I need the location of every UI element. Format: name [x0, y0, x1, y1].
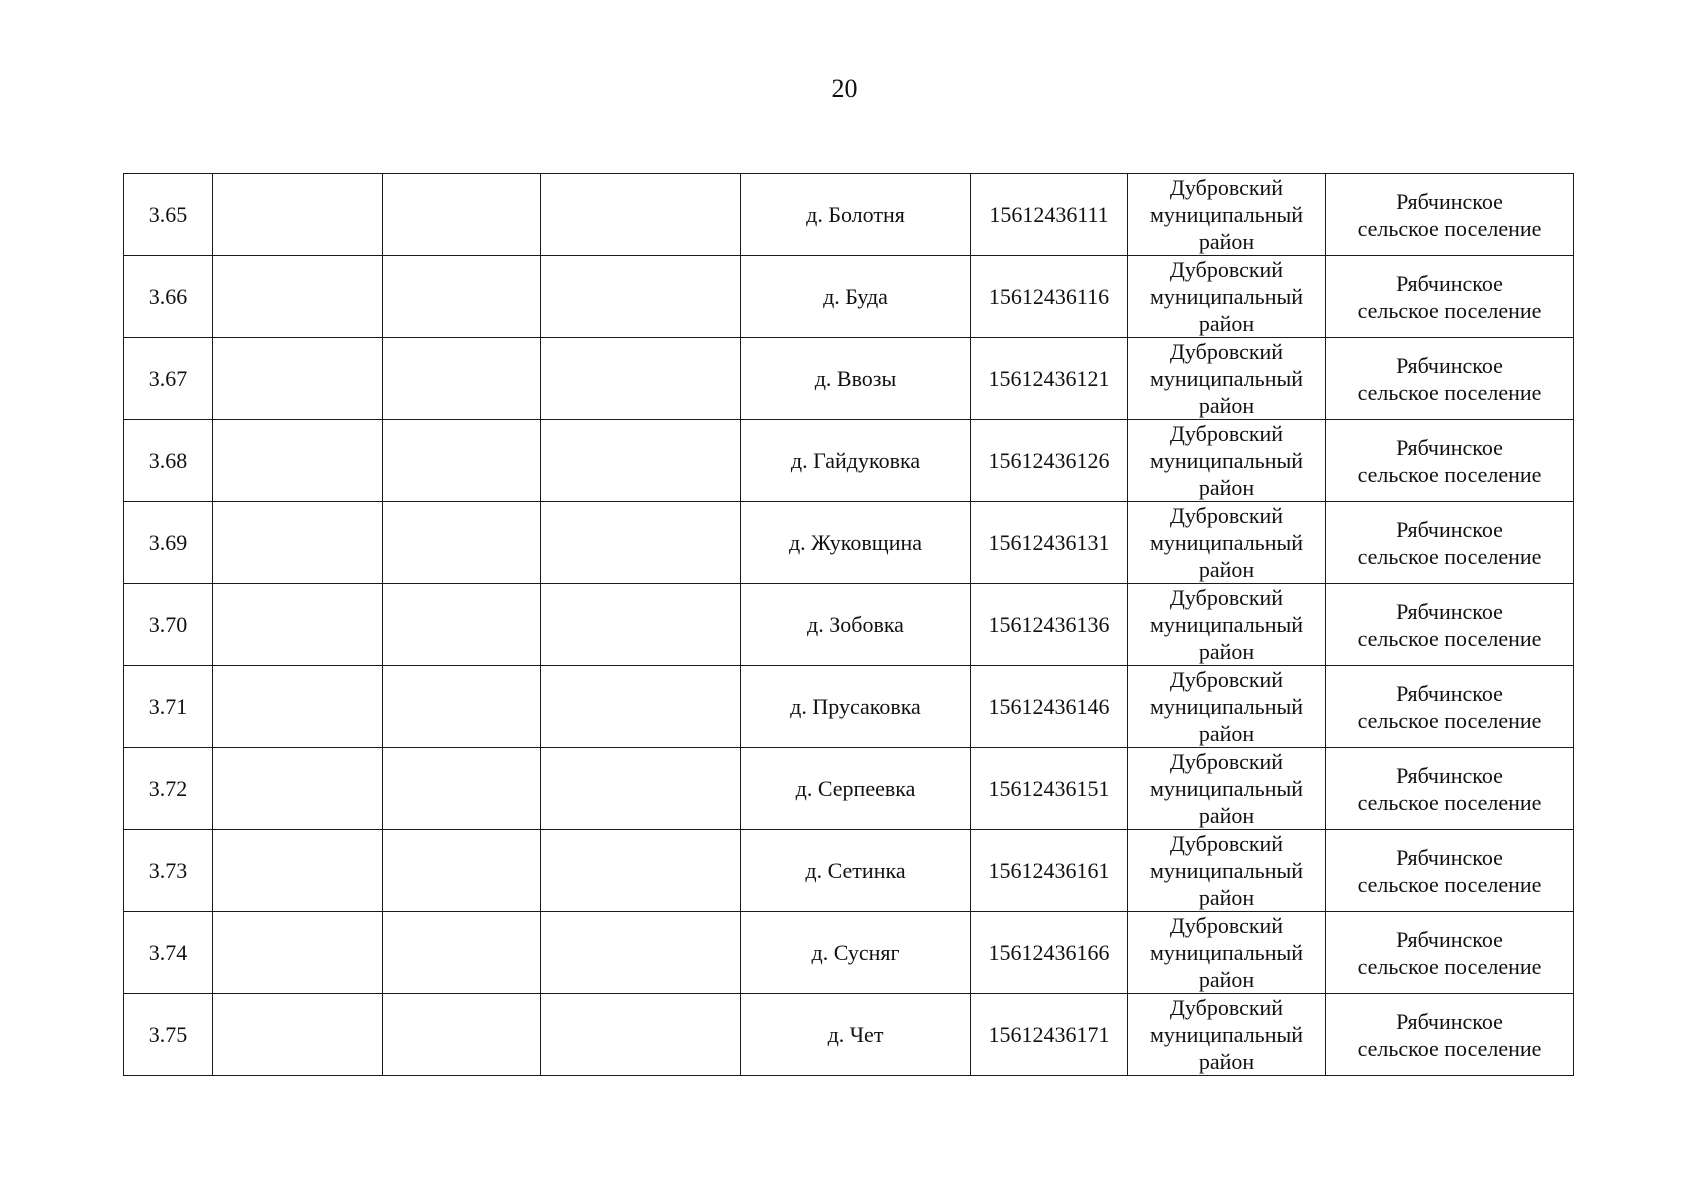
- empty-cell: [213, 912, 383, 994]
- empty-cell: [383, 830, 541, 912]
- row-number-cell: 3.65: [124, 174, 213, 256]
- settlement-line: Рябчинское: [1396, 1008, 1503, 1034]
- district-line: Дубровский: [1169, 667, 1284, 692]
- locality-name-cell: д. Чет: [741, 994, 971, 1076]
- district-cell: [1128, 584, 1326, 666]
- district-line: муниципальный: [1149, 202, 1304, 227]
- empty-cell: [213, 174, 383, 256]
- empty-cell: [213, 502, 383, 584]
- district-line: муниципальный: [1149, 694, 1304, 719]
- locality-name-cell: д. Ввозы: [741, 338, 971, 420]
- settlement-cell: [1326, 912, 1574, 994]
- settlement-line: сельское поселение: [1357, 297, 1542, 323]
- settlement-line: Рябчинское: [1396, 762, 1503, 788]
- settlement-line: Рябчинское: [1396, 516, 1503, 542]
- district-cell: [1128, 994, 1326, 1076]
- table-row: [124, 502, 1574, 584]
- table-row: [124, 666, 1574, 748]
- district-line: муниципальный: [1149, 448, 1304, 473]
- empty-cell: [541, 338, 741, 420]
- settlement-cell: [1326, 420, 1574, 502]
- table-row: [124, 748, 1574, 830]
- district-cell: [1128, 338, 1326, 420]
- settlement-cell: [1326, 174, 1574, 256]
- row-number-cell: 3.70: [124, 584, 213, 666]
- district-line: Дубровский: [1169, 503, 1284, 528]
- settlement-cell: [1326, 994, 1574, 1076]
- empty-cell: [541, 256, 741, 338]
- empty-cell: [541, 666, 741, 748]
- empty-cell: [383, 994, 541, 1076]
- empty-cell: [213, 830, 383, 912]
- empty-cell: [383, 748, 541, 830]
- oktmo-code-cell: 15612436136: [971, 584, 1128, 666]
- settlement-cell: [1326, 502, 1574, 584]
- row-number-cell: 3.74: [124, 912, 213, 994]
- empty-cell: [213, 666, 383, 748]
- oktmo-code-cell: 15612436166: [971, 912, 1128, 994]
- settlement-line: сельское поселение: [1357, 1035, 1542, 1061]
- district-line: Дубровский: [1169, 913, 1284, 938]
- settlement-line: Рябчинское: [1396, 434, 1503, 460]
- empty-cell: [541, 912, 741, 994]
- settlement-line: сельское поселение: [1357, 625, 1542, 651]
- row-number-cell: 3.73: [124, 830, 213, 912]
- oktmo-code-cell: 15612436131: [971, 502, 1128, 584]
- page-number: 20: [831, 74, 858, 103]
- district-line: район: [1198, 639, 1255, 664]
- empty-cell: [383, 584, 541, 666]
- empty-cell: [541, 502, 741, 584]
- district-line: район: [1198, 311, 1255, 336]
- row-number-cell: 3.71: [124, 666, 213, 748]
- locality-name-cell: д. Буда: [741, 256, 971, 338]
- locality-name-cell: д. Зобовка: [741, 584, 971, 666]
- district-line: район: [1198, 1049, 1255, 1074]
- row-number-cell: 3.67: [124, 338, 213, 420]
- oktmo-code-cell: 15612436111: [971, 174, 1128, 256]
- district-cell: [1128, 502, 1326, 584]
- settlement-line: сельское поселение: [1357, 215, 1542, 241]
- settlement-line: сельское поселение: [1357, 707, 1542, 733]
- oktmo-code-cell: 15612436151: [971, 748, 1128, 830]
- empty-cell: [541, 420, 741, 502]
- district-line: муниципальный: [1149, 940, 1304, 965]
- settlement-line: Рябчинское: [1396, 598, 1503, 624]
- empty-cell: [213, 256, 383, 338]
- settlement-line: сельское поселение: [1357, 379, 1542, 405]
- empty-cell: [383, 256, 541, 338]
- row-number-cell: 3.72: [124, 748, 213, 830]
- empty-cell: [383, 420, 541, 502]
- table-row: [124, 994, 1574, 1076]
- district-line: Дубровский: [1169, 585, 1284, 610]
- locality-name-cell: д. Серпеевка: [741, 748, 971, 830]
- district-cell: [1128, 256, 1326, 338]
- row-number-cell: 3.66: [124, 256, 213, 338]
- settlements-table: [123, 173, 1574, 1076]
- oktmo-code-cell: 15612436161: [971, 830, 1128, 912]
- district-line: район: [1198, 721, 1255, 746]
- district-line: Дубровский: [1169, 995, 1284, 1020]
- district-cell: [1128, 174, 1326, 256]
- empty-cell: [213, 420, 383, 502]
- locality-name-cell: д. Сетинка: [741, 830, 971, 912]
- settlement-cell: [1326, 748, 1574, 830]
- empty-cell: [383, 174, 541, 256]
- table-row: [124, 830, 1574, 912]
- empty-cell: [383, 666, 541, 748]
- district-line: район: [1198, 967, 1255, 992]
- empty-cell: [213, 584, 383, 666]
- settlement-line: Рябчинское: [1396, 270, 1503, 296]
- district-line: район: [1198, 393, 1255, 418]
- settlement-cell: [1326, 338, 1574, 420]
- empty-cell: [541, 174, 741, 256]
- district-line: муниципальный: [1149, 530, 1304, 555]
- row-number-cell: 3.69: [124, 502, 213, 584]
- locality-name-cell: д. Болотня: [741, 174, 971, 256]
- district-line: Дубровский: [1169, 421, 1284, 446]
- table-row: [124, 338, 1574, 420]
- table-row: [124, 912, 1574, 994]
- district-cell: [1128, 748, 1326, 830]
- oktmo-code-cell: 15612436121: [971, 338, 1128, 420]
- settlement-line: Рябчинское: [1396, 926, 1503, 952]
- settlement-line: сельское поселение: [1357, 953, 1542, 979]
- oktmo-code-cell: 15612436116: [971, 256, 1128, 338]
- settlement-line: Рябчинское: [1396, 188, 1503, 214]
- locality-name-cell: д. Жуковщина: [741, 502, 971, 584]
- settlement-line: сельское поселение: [1357, 543, 1542, 569]
- locality-name-cell: д. Сусняг: [741, 912, 971, 994]
- district-line: район: [1198, 803, 1255, 828]
- empty-cell: [541, 830, 741, 912]
- district-cell: [1128, 666, 1326, 748]
- settlement-line: сельское поселение: [1357, 789, 1542, 815]
- empty-cell: [383, 912, 541, 994]
- district-line: муниципальный: [1149, 366, 1304, 391]
- row-number-cell: 3.68: [124, 420, 213, 502]
- settlement-line: сельское поселение: [1357, 461, 1542, 487]
- district-cell: [1128, 912, 1326, 994]
- district-line: Дубровский: [1169, 749, 1284, 774]
- settlement-line: сельское поселение: [1357, 871, 1542, 897]
- district-line: район: [1198, 885, 1255, 910]
- district-line: район: [1198, 557, 1255, 582]
- empty-cell: [541, 748, 741, 830]
- district-line: район: [1198, 229, 1255, 254]
- empty-cell: [213, 338, 383, 420]
- district-line: муниципальный: [1149, 612, 1304, 637]
- district-line: Дубровский: [1169, 339, 1284, 364]
- table-row: [124, 256, 1574, 338]
- locality-name-cell: д. Прусаковка: [741, 666, 971, 748]
- district-line: район: [1198, 475, 1255, 500]
- district-line: муниципальный: [1149, 284, 1304, 309]
- oktmo-code-cell: 15612436146: [971, 666, 1128, 748]
- table-body: [124, 174, 1574, 1076]
- district-line: муниципальный: [1149, 776, 1304, 801]
- table-row: [124, 420, 1574, 502]
- empty-cell: [383, 338, 541, 420]
- settlement-cell: [1326, 256, 1574, 338]
- empty-cell: [541, 994, 741, 1076]
- locality-name-cell: д. Гайдуковка: [741, 420, 971, 502]
- district-line: Дубровский: [1169, 831, 1284, 856]
- table-row: [124, 174, 1574, 256]
- empty-cell: [213, 748, 383, 830]
- settlement-cell: [1326, 584, 1574, 666]
- empty-cell: [213, 994, 383, 1076]
- district-line: Дубровский: [1169, 175, 1284, 200]
- settlement-line: Рябчинское: [1396, 352, 1503, 378]
- district-line: муниципальный: [1149, 1022, 1304, 1047]
- district-line: Дубровский: [1169, 257, 1284, 282]
- table-row: [124, 584, 1574, 666]
- oktmo-code-cell: 15612436126: [971, 420, 1128, 502]
- district-line: муниципальный: [1149, 858, 1304, 883]
- settlement-cell: [1326, 830, 1574, 912]
- district-cell: [1128, 830, 1326, 912]
- settlement-line: Рябчинское: [1396, 680, 1503, 706]
- oktmo-code-cell: 15612436171: [971, 994, 1128, 1076]
- settlement-line: Рябчинское: [1396, 844, 1503, 870]
- settlement-cell: [1326, 666, 1574, 748]
- empty-cell: [541, 584, 741, 666]
- district-cell: [1128, 420, 1326, 502]
- empty-cell: [383, 502, 541, 584]
- row-number-cell: 3.75: [124, 994, 213, 1076]
